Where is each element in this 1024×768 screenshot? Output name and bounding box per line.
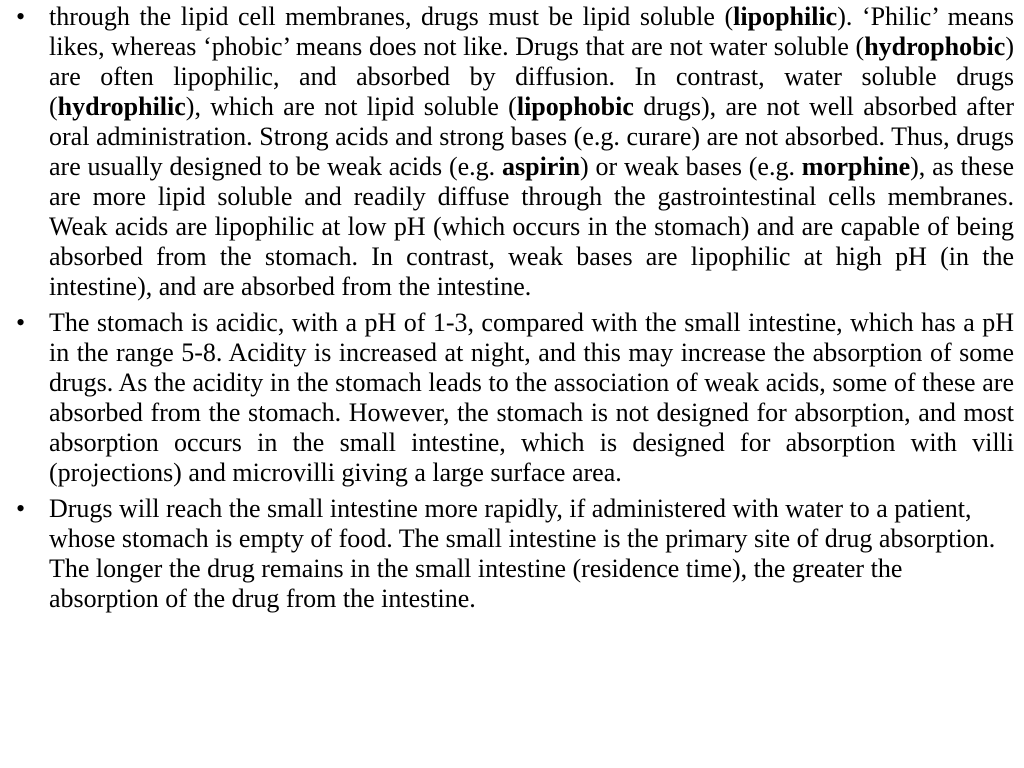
text-run: ) or weak bases (e.g. [580, 152, 802, 181]
text-run: ), as these are more lipid soluble and readily diffuse through the gastrointestinal cells membranes. Weak acids are lipophilic at low pH (which occurs in the stomach) and are capable of being absorbed from the stomach. In contrast, weak bases are lipophilic at high pH (in the intestine), and are absorbed from the intestine. [49, 152, 1014, 301]
term-hydrophobic: hydrophobic [864, 32, 1006, 61]
term-hydrophilic: hydrophilic [57, 92, 186, 121]
bullet-item-small-intestine [16, 494, 1014, 614]
bullet-text: The stomach is acidic, with a pH of 1-3, compared with the small intestine, which has a pH in the range 5-8. Acidity is increased at night, and this may increase the absorption of some drugs. As the acidity in the stomach leads to the association of weak acids, some of these are absorbed from the stomach. However, the stomach is not designed for absorption, and most absorption occurs in the small intestine, which is designed for absorption with villi (projections) and microvilli giving a large surface area. [49, 308, 1014, 487]
term-lipophobic: lipophobic [516, 92, 634, 121]
text-run: ). ‘Philic’ means likes, whereas ‘phobic’ means does not like. Drugs that are not water soluble ( [49, 2, 1014, 61]
term-lipophilic: lipophilic [733, 2, 838, 31]
text-run: ) are often lipophilic, and absorbed by diffusion. In contrast, water soluble drugs ( [49, 32, 1014, 121]
bullet-glyph: • [16, 308, 26, 337]
text-run: ), which are not lipid soluble ( [185, 92, 517, 121]
bullet-item-stomach-acidity [16, 308, 1014, 488]
bullet-glyph: • [16, 494, 26, 523]
term-aspirin: aspirin [502, 152, 581, 181]
term-morphine: morphine [801, 152, 911, 181]
bullet-text: Drugs will reach the small intestine more rapidly, if administered with water to a patient, whose stomach is empty of food. The small intestine is the primary site of drug absorption. The longer the drug remains in the small intestine (residence time), the greater the absorption of the drug from the intestine. [49, 494, 996, 613]
bullet-text [49, 2, 1014, 301]
bullet-glyph: • [16, 2, 26, 31]
bullet-item-lipid-solubility [16, 2, 1014, 302]
bullet-list [16, 2, 1014, 620]
text-run: through the lipid cell membranes, drugs must be lipid soluble ( [49, 2, 734, 31]
text-run: drugs), are not well absorbed after oral administration. Strong acids and strong bases (e.g. curare) are not absorbed. Thus, drugs are usually designed to be weak acids (e.g. [49, 92, 1014, 181]
